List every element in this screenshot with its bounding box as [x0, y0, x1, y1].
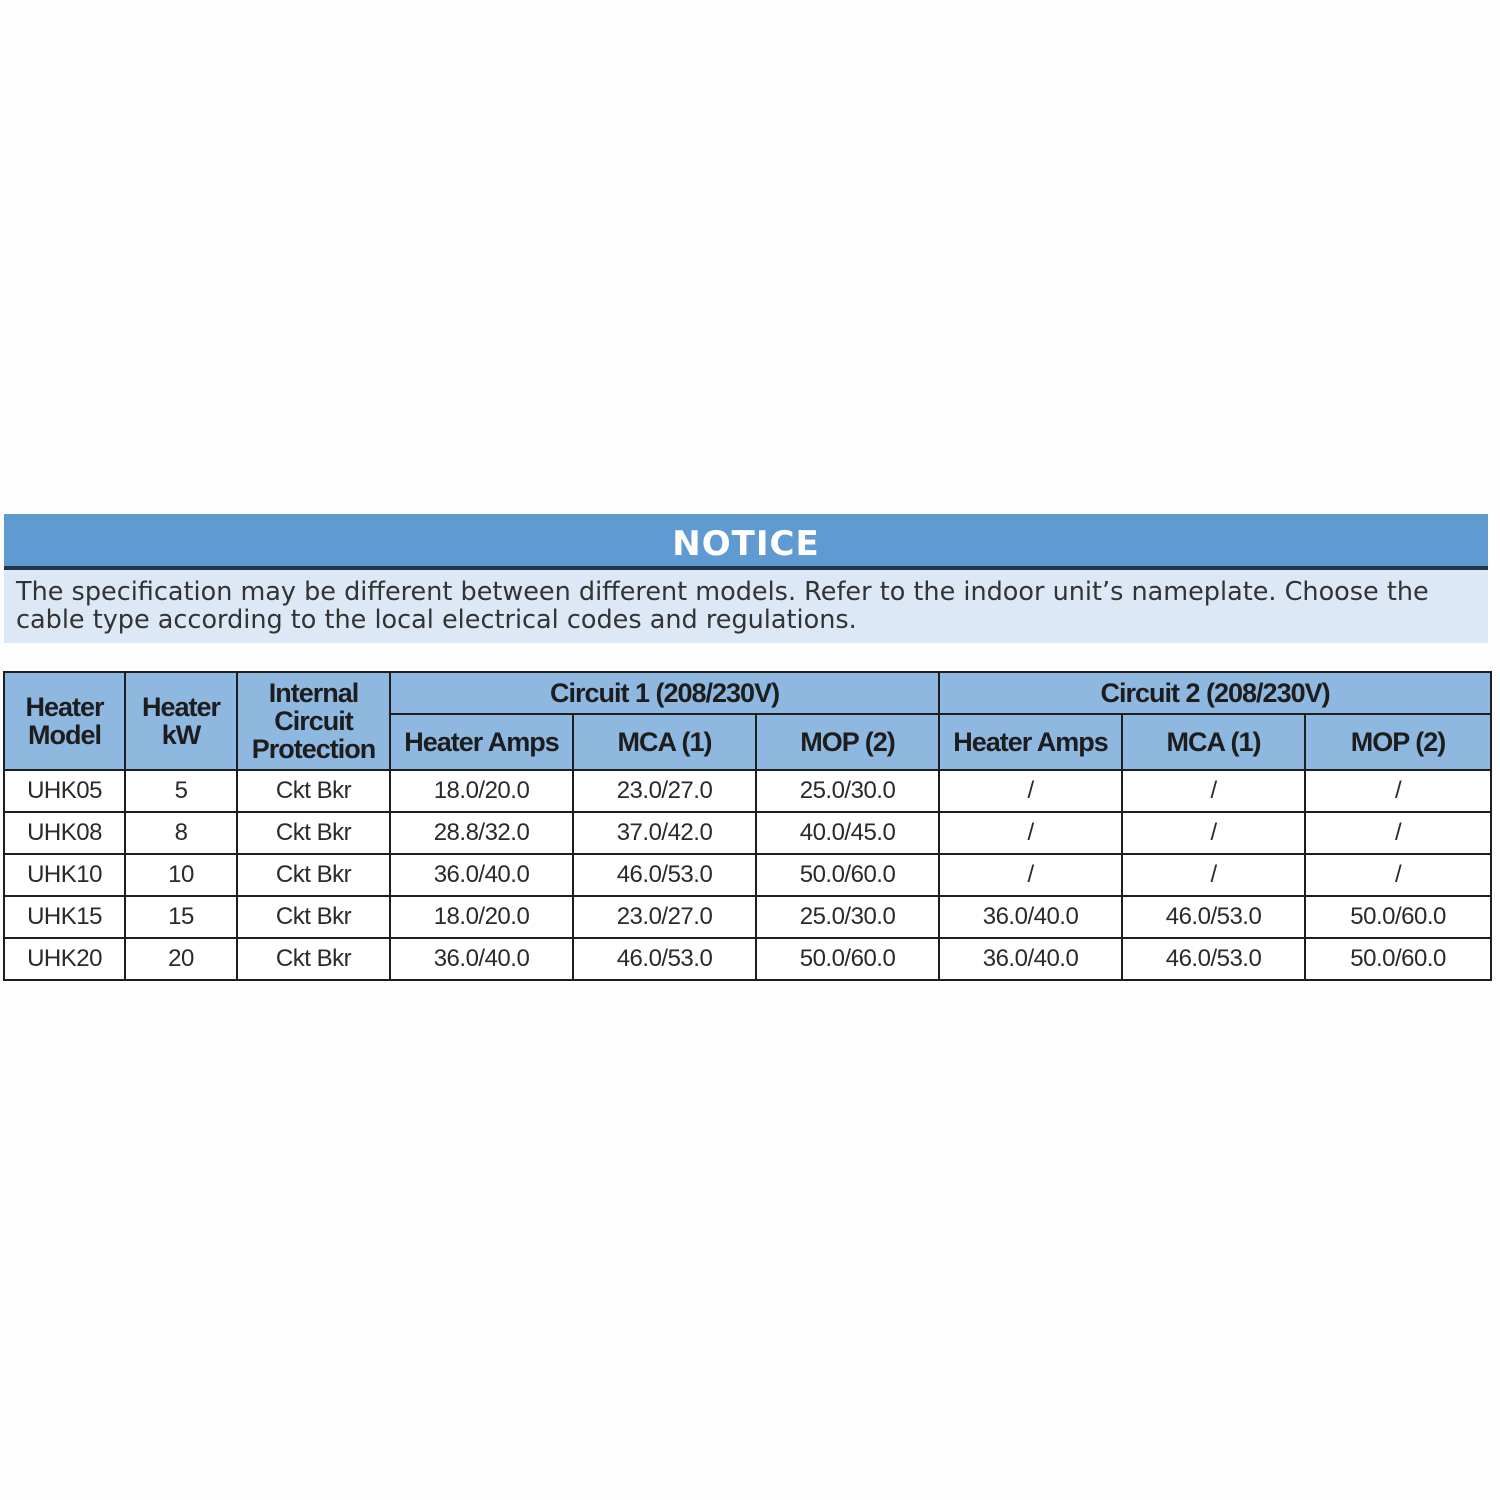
cell-c2-heater-amps: / — [939, 770, 1122, 812]
cell-kw: 15 — [125, 896, 237, 938]
cell-c1-mca: 23.0/27.0 — [573, 896, 756, 938]
notice-body — [4, 570, 1488, 643]
cell-protection: Ckt Bkr — [237, 938, 390, 980]
notice-text: The specification may be different between different models. Refer to the indoor unit’s nameplate. Choose the cable type according to the local electrical codes and regulations. — [16, 577, 1429, 635]
cell-c1-mca: 46.0/53.0 — [573, 854, 756, 896]
cell-c1-heater-amps: 36.0/40.0 — [390, 938, 573, 980]
header-heater-model: Heater Model — [4, 672, 125, 770]
cell-c2-heater-amps: / — [939, 812, 1122, 854]
cell-model: UHK10 — [4, 854, 125, 896]
cell-c1-mop: 25.0/30.0 — [756, 770, 939, 812]
header-heater-kw: Heater kW — [125, 672, 237, 770]
cell-c2-mop: / — [1305, 854, 1491, 896]
header-circuit-2: Circuit 2 (208/230V) — [939, 672, 1491, 714]
cell-model: UHK08 — [4, 812, 125, 854]
cell-protection: Ckt Bkr — [237, 854, 390, 896]
cell-protection: Ckt Bkr — [237, 896, 390, 938]
header-c1-mca: MCA (1) — [573, 714, 756, 770]
cell-c1-mca: 37.0/42.0 — [573, 812, 756, 854]
cell-c1-mca: 46.0/53.0 — [573, 938, 756, 980]
cell-model: UHK20 — [4, 938, 125, 980]
cell-c2-mca: 46.0/53.0 — [1122, 938, 1305, 980]
cell-c1-heater-amps: 18.0/20.0 — [390, 896, 573, 938]
cell-c2-mop: / — [1305, 770, 1491, 812]
cell-protection: Ckt Bkr — [237, 812, 390, 854]
cell-c2-mop: / — [1305, 812, 1491, 854]
table-row — [4, 938, 1491, 980]
table-row — [4, 812, 1491, 854]
header-internal-circuit-protection: Internal Circuit Protection — [237, 672, 390, 770]
header-c2-heater-amps: Heater Amps — [939, 714, 1122, 770]
cell-c1-heater-amps: 18.0/20.0 — [390, 770, 573, 812]
header-c1-heater-amps: Heater Amps — [390, 714, 573, 770]
cell-c2-mop: 50.0/60.0 — [1305, 938, 1491, 980]
cell-kw: 10 — [125, 854, 237, 896]
cell-protection: Ckt Bkr — [237, 770, 390, 812]
header-c2-mop: MOP (2) — [1305, 714, 1491, 770]
table-row — [4, 854, 1491, 896]
cell-c2-mca: / — [1122, 770, 1305, 812]
header-c1-mop: MOP (2) — [756, 714, 939, 770]
notice-box — [4, 514, 1488, 643]
cell-c1-mop: 50.0/60.0 — [756, 938, 939, 980]
notice-title: NOTICE — [672, 524, 820, 564]
heater-spec-table — [3, 671, 1492, 981]
cell-c2-mca: 46.0/53.0 — [1122, 896, 1305, 938]
cell-c2-heater-amps: / — [939, 854, 1122, 896]
table-row — [4, 770, 1491, 812]
cell-c1-mop: 25.0/30.0 — [756, 896, 939, 938]
cell-c1-heater-amps: 36.0/40.0 — [390, 854, 573, 896]
cell-c1-heater-amps: 28.8/32.0 — [390, 812, 573, 854]
notice-header — [4, 514, 1488, 570]
cell-c2-heater-amps: 36.0/40.0 — [939, 896, 1122, 938]
cell-model: UHK05 — [4, 770, 125, 812]
cell-c1-mop: 50.0/60.0 — [756, 854, 939, 896]
cell-kw: 20 — [125, 938, 237, 980]
cell-model: UHK15 — [4, 896, 125, 938]
cell-c2-heater-amps: 36.0/40.0 — [939, 938, 1122, 980]
cell-kw: 5 — [125, 770, 237, 812]
table-row — [4, 896, 1491, 938]
header-c2-mca: MCA (1) — [1122, 714, 1305, 770]
cell-c2-mop: 50.0/60.0 — [1305, 896, 1491, 938]
cell-kw: 8 — [125, 812, 237, 854]
cell-c2-mca: / — [1122, 812, 1305, 854]
header-circuit-1: Circuit 1 (208/230V) — [390, 672, 939, 714]
cell-c1-mca: 23.0/27.0 — [573, 770, 756, 812]
cell-c1-mop: 40.0/45.0 — [756, 812, 939, 854]
cell-c2-mca: / — [1122, 854, 1305, 896]
